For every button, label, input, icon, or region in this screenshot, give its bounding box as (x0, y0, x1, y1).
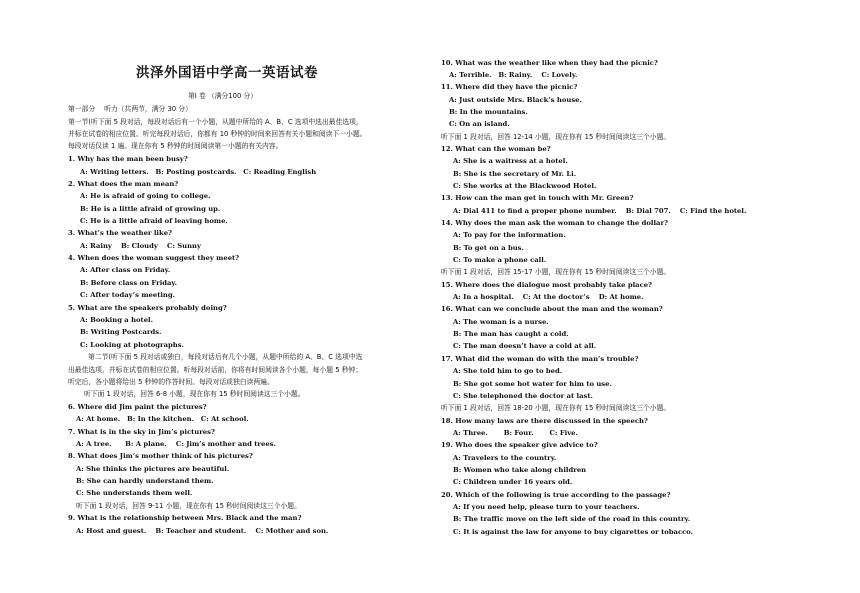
instruction-line: 出最佳选项，并标在试卷的相应位置。听每段对话前，你将有时间阅读各个小题，每小题 5 秒钟； (68, 366, 363, 374)
option-line: C: She understands them well. (76, 489, 193, 497)
option-line: B: She is the secretary of Mr. Li. (453, 170, 577, 178)
option-line: C: She works at the Blackwood Hotel. (453, 182, 597, 190)
option-line: B: He is a little afraid of growing up. (80, 205, 221, 213)
question-line: 12. What can the woman be? (441, 145, 551, 153)
option-line: A: She thinks the pictures are beautiful. (76, 465, 230, 473)
question-line: 7. What is in the sky in Jim’s pictures? (68, 428, 215, 436)
option-line: B: The traffic move on the left side of the road in this country. (453, 515, 691, 523)
option-line: C: She telephoned the doctor at last. (453, 392, 593, 400)
option-line: C: It is against the law for anyone to buy cigarettes or tobacco. (453, 528, 693, 536)
option-line: A: Terrible. B: Rainy. C: Lovely. (449, 71, 578, 79)
option-line: A: Dial 411 to find a proper phone number. B: Dial 707. C: Find the hotel. (453, 207, 747, 215)
option-line: A: A tree. B: A plane. C: Jim’s mother and trees. (76, 440, 276, 448)
instruction-line: 听下面 1 段对话，回答 6-8 小题，现在你有 15 秒时间阅读这三个小题。 (84, 390, 305, 398)
option-line: A: Writing letters. B: Posting postcards. C: Reading English (80, 168, 317, 176)
option-line: C: To make a phone call. (453, 256, 547, 264)
instruction-line: 第一部分 听力（共两节，满分 30 分） (68, 105, 192, 113)
option-line: C: Looking at photographs. (80, 341, 184, 349)
option-line: A: Host and guest. B: Teacher and student. C: Mother and son. (76, 527, 329, 535)
option-line: C: After today’s meeting. (80, 291, 175, 299)
question-line: 3. What’s the weather like? (68, 229, 173, 237)
question-line: 20. Which of the following is true according to the passage? (441, 491, 671, 499)
option-line: B: To get on a bus. (453, 244, 524, 252)
option-line: C: On an island. (449, 120, 510, 128)
question-line: 14. Why does the man ask the woman to change the dollar? (441, 219, 669, 227)
instruction-line: 听完后，各小题将给出 5 秒钟的作答时间。每段对话或独白读两遍。 (68, 378, 274, 386)
option-line: A: She is a waitress at a hotel. (453, 157, 568, 165)
question-line: 9. What is the relationship between Mrs. Black and the man? (68, 514, 302, 522)
option-line: A: To pay for the information. (453, 231, 566, 239)
question-line: 15. Where does the dialogue most probably take place? (441, 281, 653, 289)
question-line: 18. How many laws are there discussed in the speech? (441, 417, 648, 425)
question-line: 2. What does the man mean? (68, 180, 179, 188)
option-line: A: Travelers to the country. (453, 454, 557, 462)
option-line: A: Booking a hotel. (80, 316, 153, 324)
question-line: 10. What was the weather like when they had the picnic? (441, 59, 658, 67)
option-line: A: If you need help, please turn to your teachers. (453, 503, 640, 511)
question-line: 11. Where did they have the picnic? (441, 83, 578, 91)
option-line: B: She got some hot water for him to use. (453, 380, 612, 388)
option-line: A: After class on Friday. (80, 266, 171, 274)
question-line: 16. What can we conclude about the man and the woman? (441, 305, 663, 313)
instruction-line: 第二节(听下面 5 段对话或独白，每段对话后有几个小题，从题中所给的 A、B、C 选项中选 (88, 353, 363, 361)
option-line: B: In the mountains. (449, 108, 528, 116)
option-line: B: She can hardly understand them. (76, 477, 214, 485)
instruction-line: 并标在试卷的相应位置。听完每段对话后，你都有 10 秒钟的时间来回答有关小题和阅读下一小题。 (68, 130, 367, 138)
option-line: B: Writing Postcards. (80, 328, 162, 336)
instruction-line: 每段对话仅读 1 遍。现在你有 5 秒钟的时间阅读第一小题的有关内容。 (68, 142, 283, 150)
option-line: A: In a hospital. C: At the doctor’s D: At home. (453, 293, 644, 301)
option-line: A: He is afraid of going to college. (80, 192, 211, 200)
question-line: 6. Where did Jim paint the pictures? (68, 403, 207, 411)
option-line: C: He is a little afraid of leaving home. (80, 217, 228, 225)
instruction-line: 听下面 1 段对话，回答 12-14 小题，现在你有 15 秒时间阅读这三个小题。 (441, 133, 671, 141)
instruction-line: 听下面 1 段对话，回答 9-11 小题，现在你有 15 秒时间阅读这三个小题。 (76, 502, 301, 510)
instruction-line: 第一节(听下面 5 段对话，每段对话后有一个小题，从题中所给的 A、B、C 选项中选出最佳选项， (68, 118, 363, 126)
question-line: 13. How can the man get in touch with Mr. Green? (441, 194, 634, 202)
option-line: C: Children under 16 years old. (453, 478, 573, 486)
option-line: A: She told him to go to bed. (453, 367, 563, 375)
question-line: 5. What are the speakers probably doing? (68, 304, 227, 312)
question-line: 19. Who does the speaker give advice to? (441, 441, 598, 449)
option-line: B: The man has caught a cold. (453, 330, 569, 338)
option-line: A: Rainy B: Cloudy C: Sunny (80, 242, 201, 250)
option-line: C: The man doesn’t have a cold at all. (453, 342, 597, 350)
option-line: B: Women who take along children (453, 466, 587, 474)
option-line: A: Just outside Mrs. Black’s house. (449, 96, 582, 104)
instruction-line: 第I 卷 （满分100 分） (188, 92, 258, 100)
question-line: 8. What does Jim’s mother think of his pictures? (68, 452, 253, 460)
question-line: 17. What did the woman do with the man’s trouble? (441, 355, 639, 363)
question-line: 4. When does the woman suggest they meet? (68, 254, 240, 262)
exam-title: 洪泽外国语中学高一英语试卷 (136, 65, 318, 81)
option-line: A: Three. B: Four. C: Five. (453, 429, 578, 437)
option-line: B: Before class on Friday. (80, 279, 177, 287)
instruction-line: 听下面 1 段对话，回答 15-17 小题，现在你有 15 秒时间阅读这三个小题。 (441, 268, 671, 276)
option-line: A: The woman is a nurse. (453, 318, 549, 326)
question-line: 1. Why has the man been busy? (68, 155, 188, 163)
option-line: A: At home. B: In the kitchen. C: At school. (76, 415, 249, 423)
instruction-line: 听下面 1 段对话，回答 18-20 小题，现在你有 15 秒时间阅读这三个小题。 (441, 404, 671, 412)
